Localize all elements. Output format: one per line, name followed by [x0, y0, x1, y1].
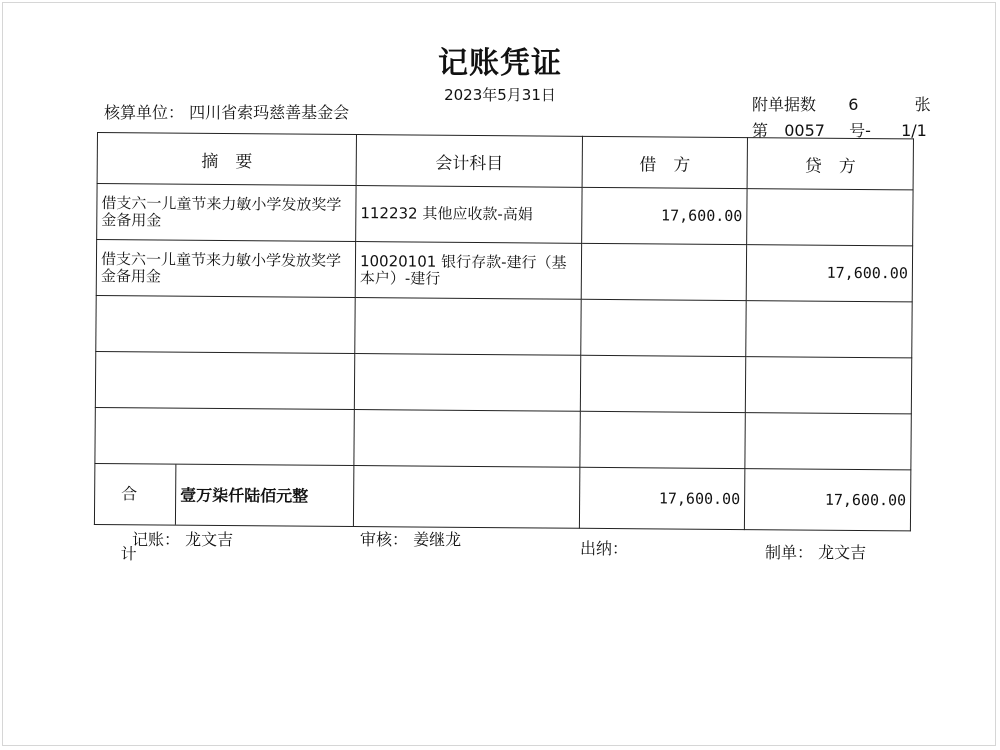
- reviewer-name: 姜继龙: [413, 530, 462, 549]
- cashier-signature: [580, 536, 628, 559]
- row-credit: [745, 413, 911, 470]
- row-credit: [747, 189, 913, 246]
- bookkeeper-name: 龙文吉: [185, 530, 234, 549]
- page-number: 1/1: [901, 121, 927, 140]
- attachments-count: 6: [848, 95, 859, 114]
- preparer-name: 龙文吉: [818, 543, 867, 562]
- unit-label: 核算单位：: [104, 103, 185, 122]
- header-account: 会计科目: [356, 135, 582, 188]
- row-summary: 借支六一儿童节来力敏小学发放奖学金备用金: [96, 240, 355, 298]
- row-account: [355, 298, 581, 356]
- header-debit: 借 方: [582, 136, 747, 188]
- total-credit: 17,600.00: [744, 469, 910, 531]
- number-suffix: 号-: [849, 121, 871, 140]
- table-row: [97, 184, 913, 246]
- bookkeeper-label: 记账：: [132, 530, 181, 549]
- row-account: [354, 354, 580, 412]
- voucher-date: 2023年5月31日: [444, 86, 556, 104]
- voucher-title: 记账凭证: [438, 46, 562, 81]
- preparer-signature: [765, 540, 866, 563]
- table-row: [96, 240, 912, 302]
- reviewer-signature: [360, 527, 461, 550]
- row-account: 112232 其他应收款-高娟: [356, 186, 582, 244]
- row-debit: [580, 411, 745, 468]
- table-row: [96, 295, 912, 357]
- preparer-label: 制单：: [765, 543, 814, 562]
- number-value: 0057: [784, 121, 825, 140]
- attachments-label: 附单据数: [752, 95, 817, 114]
- bookkeeper-signature: [132, 527, 233, 550]
- row-debit: [581, 243, 746, 300]
- row-credit: 17,600.00: [746, 245, 912, 302]
- attachments-unit: 张: [914, 95, 931, 114]
- table-row: [95, 351, 911, 413]
- total-label: 合 计: [95, 464, 176, 525]
- header-summary: 摘 要: [97, 133, 356, 186]
- header-credit: 贷 方: [747, 138, 913, 190]
- cashier-label: 出纳：: [580, 539, 629, 558]
- row-credit: [746, 301, 912, 358]
- total-row: [94, 463, 910, 530]
- row-debit: [581, 299, 746, 356]
- total-amount-in-words: 壹万柒仟陆佰元整: [180, 485, 309, 506]
- attachments-info: [752, 92, 931, 115]
- table-row: [95, 407, 911, 469]
- total-debit: 17,600.00: [579, 467, 744, 529]
- unit-name: 四川省索玛慈善基金会: [189, 103, 350, 122]
- row-account: [354, 410, 580, 468]
- row-debit: 17,600.00: [582, 187, 747, 244]
- row-summary: [96, 295, 355, 353]
- row-account: 10020101 银行存款-建行（基本户）-建行: [355, 242, 581, 300]
- row-summary: [95, 351, 354, 409]
- row-summary: 借支六一儿童节来力敏小学发放奖学金备用金: [97, 184, 356, 242]
- reviewer-label: 审核：: [360, 530, 409, 549]
- row-credit: [745, 357, 911, 414]
- number-prefix: 第: [752, 121, 769, 140]
- accounting-unit: [104, 100, 349, 123]
- table-header: [97, 133, 913, 190]
- total-spacer: [353, 466, 579, 529]
- row-debit: [580, 355, 745, 412]
- row-summary: [95, 407, 354, 465]
